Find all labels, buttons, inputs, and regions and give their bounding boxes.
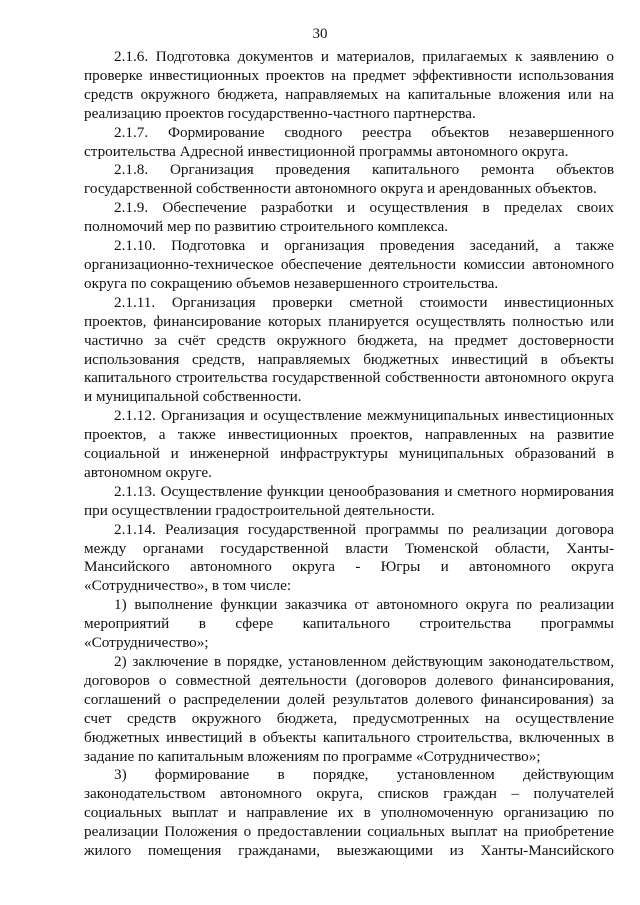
paragraph-2-1-8: 2.1.8. Организация проведения капитального ремонта объектов государственной собственности автономного округа и арендованных объектов.: [84, 161, 614, 198]
paragraph-2-1-6: 2.1.6. Подготовка документов и материалов, прилагаемых к заявлению о проверке инвестиционных проектов на предмет эффективности использования средств окружного бюджета, направляемых на капитальные вложения или на реализацию проектов государственно-частного партнерства.: [84, 48, 614, 122]
paragraph-2-1-14: 2.1.14. Реализация государственной программы по реализации договора между органами государственной власти Тюменской области, Ханты-Мансийского автономного округа - Югры и автономного округа «Сотрудничество», в том числе:: [84, 520, 614, 595]
paragraph-2-1-9: 2.1.9. Обеспечение разработки и осуществления в пределах своих полномочий мер по развитию строительного комплекса.: [84, 199, 614, 236]
paragraph-2-1-12: 2.1.12. Организация и осуществление межмуниципальных инвестиционных проектов, а также инвестиционных проектов, направленных на развитие социальной и инженерной инфраструктуры муниципальных образований в автономном округе.: [84, 407, 614, 481]
paragraph-2-1-7: 2.1.7. Формирование сводного реестра объектов незавершенного строительства Адресной инвестиционной программы автономного округа.: [84, 123, 614, 160]
paragraph-2-1-11: 2.1.11. Организация проверки сметной стоимости инвестиционных проектов, финансирование которых планируется осуществлять полностью или частично за счёт средств окружного бюджета, на предмет достоверности использования средств, направляемых бюджетных инвестиций в объекты капитального строительства государственной собственности автономного округа и муниципальной собственности.: [84, 293, 614, 406]
paragraph-2-1-13: 2.1.13. Осуществление функции ценообразования и сметного нормирования при осуществлении градостроительной деятельности.: [84, 482, 614, 519]
document-body: [84, 48, 614, 861]
paragraph-2-1-10: 2.1.10. Подготовка и организация проведения заседаний, а также организационно-техническое обеспечение деятельности комиссии автономного округа по сокращению объемов незавершенного строительства.: [84, 237, 614, 292]
list-item-1: 1) выполнение функции заказчика от автономного округа по реализации мероприятий в сфере капитального строительства программы «Сотрудничество»;: [84, 596, 614, 652]
list-item-2: 2) заключение в порядке, установленном действующим законодательством, договоров о совместной деятельности (договоров долевого финансирования, соглашений о распределении долей результатов долевого финансирования) за счет средств окружного бюджета, предусмотренных на осуществление бюджетных инвестиций в объекты капитального строительства, включенных в задание по капитальным вложениям по программе «Сотрудничество»;: [84, 653, 614, 765]
list-item-3: 3) формирование в порядке, установленном действующим законодательством автономного округа, списков граждан – получателей социальных выплат и направление их в уполномоченную организацию по реализации Положения о предоставлении социальных выплат на приобретение жилого помещения гражданами, выезжающими из Ханты-Мансийского: [84, 766, 614, 860]
page-number: 30: [312, 26, 328, 42]
